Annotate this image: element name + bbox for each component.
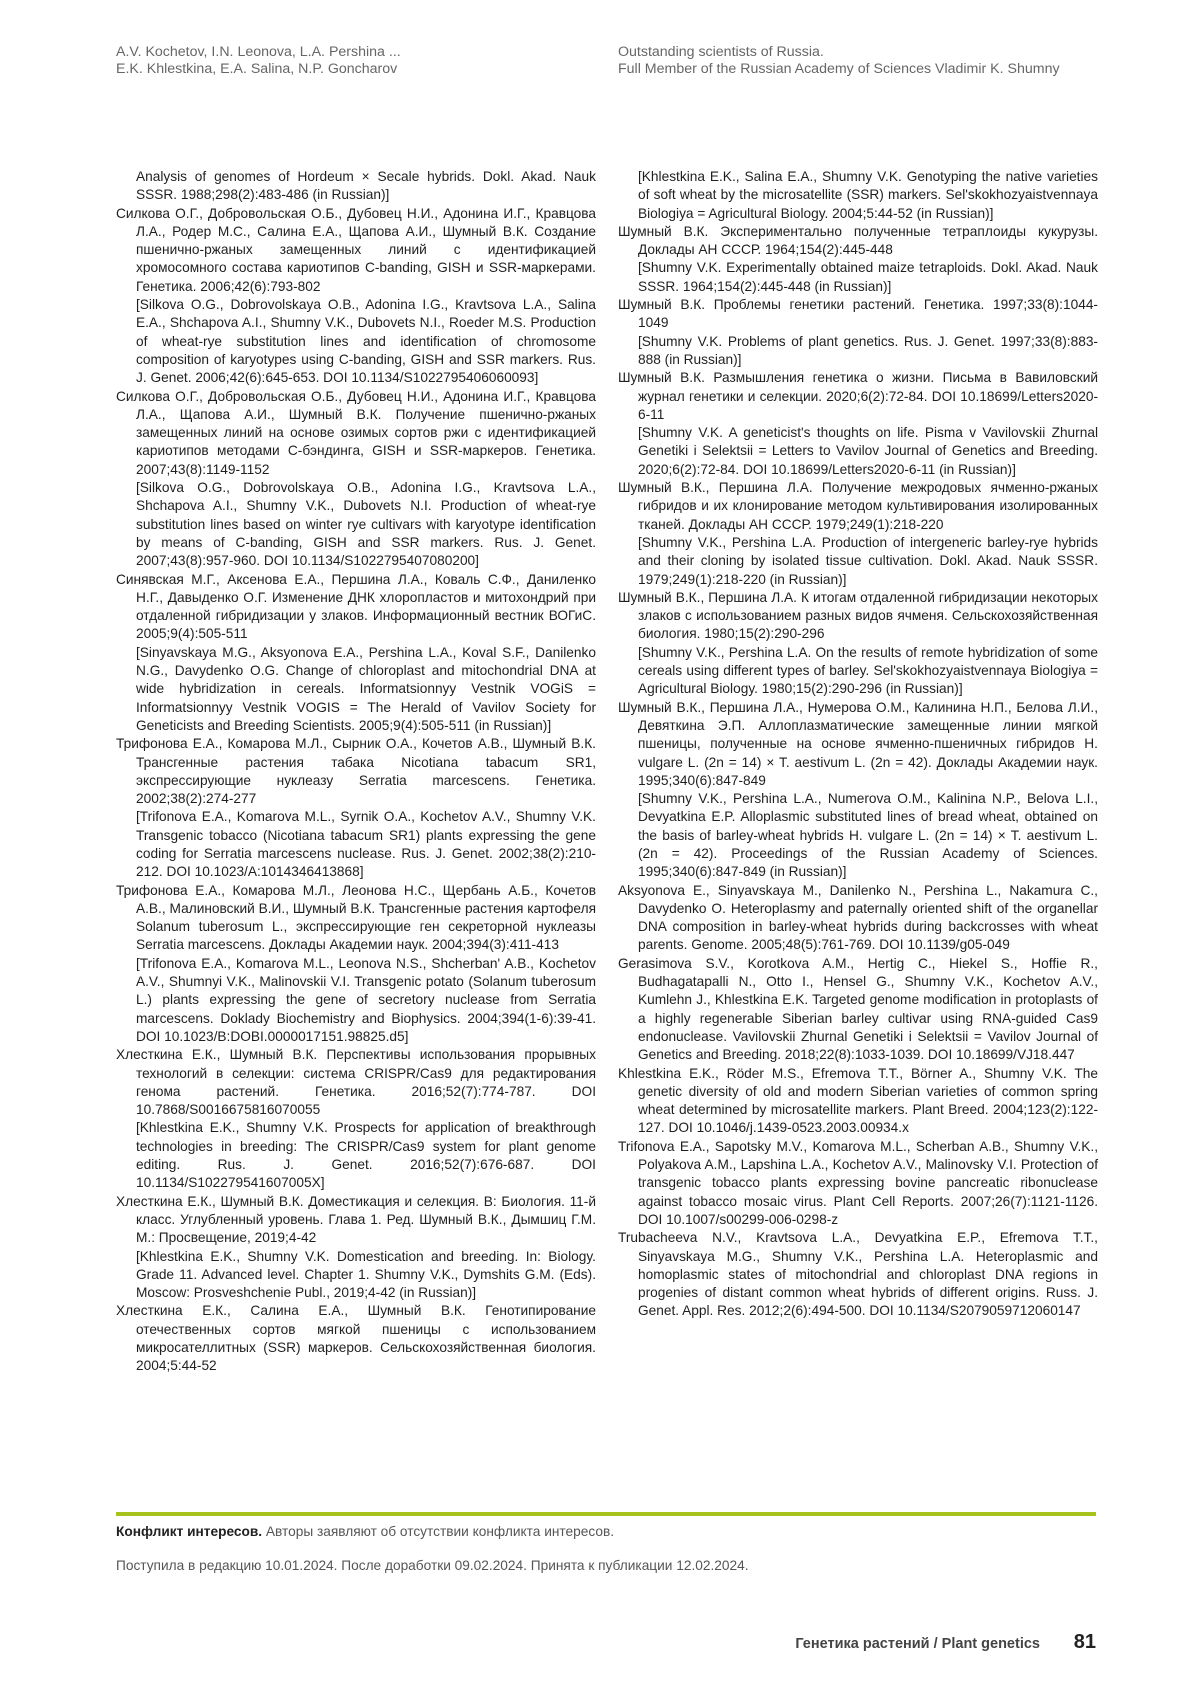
reference-translation: Analysis of genomes of Hordeum × Secale hybrids. Dokl. Akad. Nauk SSSR. 1988;298(2):483-486 (in Russian)] bbox=[136, 169, 596, 203]
running-header-title bbox=[618, 44, 1060, 78]
reference-entry bbox=[116, 388, 596, 571]
header-title-line2: Full Member of the Russian Academy of Sciences Vladimir K. Shumny bbox=[618, 61, 1060, 77]
footer-divider bbox=[116, 1512, 1096, 1516]
reference-translation: [Sinyavskaya M.G., Aksyonova E.A., Pershina L.A., Koval S.F., Danilenko N.G., Davydenko O.G. Change of chloroplast and mitochondrial DNA at wide hybridization in cereals. Informatsionnyy Vestnik VOGiS = Informatsionnyy Vestnik VOGIS = The Herald of Vavilov Society for Geneticists and Breeding Scientists. 2005;9(4):505-511 (in Russian)] bbox=[136, 644, 596, 733]
reference-entry bbox=[618, 1065, 1098, 1138]
conflict-label: Конфликт интересов. bbox=[116, 1524, 263, 1539]
reference-translation: [Silkova O.G., Dobrovolskaya O.B., Adonina I.G., Kravtsova L.A., Shchapova A.I., Shumny V.K., Dubovets N.I. Production of wheat-rye substitution lines based on winter rye cultivars with karyotype identification by means of C-banding, GISH and SSR markers. Rus. J. Genet. 2007;43(8):957-960. DOI 10.1134/S1022795407080200] bbox=[136, 480, 596, 569]
reference-translation: [Trifonova E.A., Komarova M.L., Syrnik O.A., Kochetov A.V., Shumny V.K. Transgenic tobacco (Nicotiana tabacum SR1) plants expressing the gene coding for Serratia marcescens nuclease. Rus. J. Genet. 2002;38(2):210-212. DOI 10.1023/A:1014346413868] bbox=[136, 809, 596, 880]
reference-original: Трифонова Е.А., Комарова М.Л., Сырник О.А., Кочетов А.В., Шумный В.К. Трансгенные растения табака Nicotiana tabacum SR1, экспрессирующие нуклеазу Serratia marcescens. Генетика. 2002;38(2):274-277 bbox=[116, 736, 596, 807]
reference-entry bbox=[116, 1046, 596, 1192]
reference-translation: [Shumny V.K. A geneticist's thoughts on life. Pisma v Vavilovskii Zhurnal Genetiki i Selektsii = Letters to Vavilov Journal of Genetics and Breeding. 2020;6(2):72-84. DOI 10.18699/Letters2020-6-11 (in Russian)] bbox=[638, 425, 1098, 477]
conflict-of-interest bbox=[116, 1524, 614, 1539]
reference-original: Trubacheeva N.V., Kravtsova L.A., Devyatkina E.P., Efremova T.T., Sinyavskaya M.G., Shumny V.K., Pershina L.A. Heteroplasmic and homoplasmic states of mitochondrial and chloroplast DNA regions in progenies of distant common wheat hybrids of different origins. Russ. J. Genet. Appl. Res. 2012;2(6):494-500. DOI 10.1134/S2079059712060147 bbox=[618, 1230, 1098, 1319]
reference-translation: [Shumny V.K., Pershina L.A., Numerova O.M., Kalinina N.P., Belova L.I., Devyatkina E.P. Alloplasmic substituted lines of bread wheat, obtained on the basis of barley-wheat hybrids H. vulgare L. (2n = 14) × T. aestivum L. (2n = 42). Proceedings of the Russian Academy of Sciences. 1995;340(6):847-849 (in Russian)] bbox=[638, 791, 1098, 880]
reference-entry bbox=[116, 571, 596, 736]
reference-entry bbox=[618, 589, 1098, 699]
reference-original: Gerasimova S.V., Korotkova A.M., Hertig C., Hiekel S., Hoffie R., Budhagatapalli N., Otto I., Hensel G., Shumny V.K., Kochetov A.V., Kumlehn J., Khlestkina E.K. Targeted genome modification in protoplasts of a highly regenerable Siberian barley cultivar using RNA-guided Cas9 endonuclease. Vavilovskii Zhurnal Genetiki i Selektsii = Vavilov Journal of Genetics and Breeding. 2018;22(8):1033-1039. DOI 10.18699/VJ18.447 bbox=[618, 955, 1098, 1063]
reference-entry bbox=[618, 1138, 1098, 1229]
reference-original: Хлесткина Е.К., Салина Е.А., Шумный В.К. Генотипирование отечественных сортов мягкой пшеницы с использованием микросателлитных (SSR) маркеров. Сельскохозяйственная биология. 2004;5:44-52 bbox=[116, 1303, 596, 1374]
reference-translation: [Khlestkina E.K., Salina E.A., Shumny V.K. Genotyping the native varieties of soft wheat by the microsatellite (SSR) markers. Sel'skokhozyaistvennaya Biologiya = Agricultural Biology. 2004;5:44-52 (in Russian)] bbox=[638, 169, 1098, 221]
header-authors-line1: A.V. Kochetov, I.N. Leonova, L.A. Pershina ... bbox=[116, 44, 401, 60]
reference-original: Трифонова Е.А., Комарова М.Л., Леонова Н.С., Щербань А.Б., Кочетов А.В., Малиновский В.И., Шумный В.К. Трансгенные растения картофеля Solanum tuberosum L., экспрессирующие ген секреторной нуклеазы Serratia marcescens. Доклады Академии наук. 2004;394(3):411-413 bbox=[116, 882, 596, 953]
reference-translation: [Shumny V.K., Pershina L.A. Production of intergeneric barley-rye hybrids and their cloning by isolated tissue cultivation. Dokl. Akad. Nauk SSSR. 1979;249(1):218-220 (in Russian)] bbox=[638, 534, 1098, 587]
reference-entry bbox=[116, 168, 596, 205]
received-dates: Поступила в редакцию 10.01.2024. После доработки 09.02.2024. Принята к публикации 12.02.2024. bbox=[116, 1558, 749, 1573]
conflict-text: Авторы заявляют об отсутствии конфликта интересов. bbox=[262, 1524, 615, 1539]
reference-entry bbox=[116, 735, 596, 881]
reference-original: Шумный В.К., Першина Л.А. Получение межродовых ячменно-ржаных гибридов и их клонирование методом культивирования изолированных тканей. Доклады АН СССР. 1979;249(1):218-220 bbox=[618, 480, 1098, 532]
reference-entry bbox=[618, 699, 1098, 882]
reference-original: Шумный В.К., Першина Л.А., Нумерова О.М., Калинина Н.П., Белова Л.И., Девяткина Э.П. Аллоплазматические замещенные линии мягкой пшеницы, полученные на основе ячменно-пшеничных гибридов H. vulgare L. (2n = 14) × T. aestivum L. (2n = 42). Доклады Академии наук. 1995;340(6):847-849 bbox=[618, 699, 1098, 788]
reference-translation: [Trifonova E.A., Komarova M.L., Leonova N.S., Shcherban' A.B., Kochetov A.V., Shumnyi V.K., Malinovskii V.I. Transgenic potato (Solanum tuberosum L.) plants expressing the gene of secretory nuclease from Serratia marcescens. Doklady Biochemistry and Biophysics. 2004;394(1-6):39-41. DOI 10.1023/B:DOBI.0000017151.98825.d5] bbox=[136, 955, 596, 1044]
reference-entry bbox=[116, 1193, 596, 1303]
reference-original: Синявская М.Г., Аксенова Е.А., Першина Л.А., Коваль С.Ф., Даниленко Н.Г., Давыденко О.Г. Изменение ДНК хлоропластов и митохондрий при отдаленной гибридизации у злаков. Информационный вестник ВОГиС. 2005;9(4):505-511 bbox=[116, 571, 596, 642]
running-header-authors bbox=[116, 44, 401, 78]
page-number: 81 bbox=[1073, 1631, 1096, 1653]
reference-entry bbox=[618, 1229, 1098, 1320]
reference-original: Khlestkina E.K., Röder M.S., Efremova T.T., Börner A., Shumny V.K. The genetic diversity of old and modern Siberian varieties of common spring wheat determined by microsatellite markers. Plant Breed. 2004;123(2):122-127. DOI 10.1046/j.1439-0523.2003.00934.x bbox=[618, 1065, 1098, 1136]
reference-translation: [Shumny V.K. Problems of plant genetics. Rus. J. Genet. 1997;33(8):883-888 (in Russian)] bbox=[638, 333, 1098, 367]
reference-translation: [Shumny V.K., Pershina L.A. On the results of remote hybridization of some cereals using different types of barley. Sel'skokhozyaistvennaya Biologiya = Agricultural Biology. 1980;15(2):290-296 (in Russian)] bbox=[638, 644, 1098, 697]
reference-entry bbox=[116, 205, 596, 388]
reference-translation: [Khlestkina E.K., Shumny V.K. Domestication and breeding. In: Biology. Grade 11. Advanced level. Chapter 1. Shumny V.K., Dymshits G.M. (Eds). Moscow: Prosveshchenie Publ., 2019;4-42 (in Russian)] bbox=[136, 1248, 596, 1301]
reference-entry bbox=[618, 369, 1098, 479]
reference-translation: [Silkova O.G., Dobrovolskaya O.B., Adonina I.G., Kravtsova L.A., Salina E.A., Shchapova A.I., Shumny V.K., Dubovets N.I., Roeder M.S. Production of wheat-rye substitution lines and identification of chromosome composition of karyotypes using C-banding, GISH and SSR markers. Rus. J. Genet. 2006;42(6):645-653. DOI 10.1134/S1022795406060093] bbox=[136, 297, 596, 386]
reference-original: Силкова О.Г., Добровольская О.Б., Дубовец Н.И., Адонина И.Г., Кравцова Л.А., Родер М.С., Салина Е.А., Щапова А.И., Шумный В.К. Создание пшенично-ржаных замещенных линий с идентификацией хромосомного состава кариотипов C-banding, GISH и SSR-маркерами. Генетика. 2006;42(6):793-802 bbox=[116, 205, 596, 294]
reference-translation: [Shumny V.K. Experimentally obtained maize tetraploids. Dokl. Akad. Nauk SSSR. 1964;154(2):445-448 (in Russian)] bbox=[638, 260, 1098, 294]
reference-original: Хлесткина Е.К., Шумный В.К. Перспективы использования прорывных технологий в селекции: система CRISPR/Cas9 для редактирования генома растений. Генетика. 2016;52(7):774-787. DOI 10.7868/S0016675816070055 bbox=[116, 1047, 596, 1118]
reference-original: Шумный В.К., Першина Л.А. К итогам отдаленной гибридизации некоторых злаков с использованием разных видов ячменя. Сельскохозяйственная биология. 1980;15(2):290-296 bbox=[618, 589, 1098, 642]
references-left-column bbox=[116, 168, 596, 1376]
reference-original: Силкова О.Г., Добровольская О.Б., Дубовец Н.И., Адонина И.Г., Кравцова Л.А., Щапова А.И., Шумный В.К. Получение пшенично-ржаных замещенных линий на основе озимых сортов ржи с идентификацией кариотипов методами С-бэндинга, GISH и SSR-маркеров. Генетика. 2007;43(8):1149-1152 bbox=[116, 388, 596, 477]
journal-section: Генетика растений / Plant genetics bbox=[795, 1636, 1040, 1652]
reference-entry bbox=[618, 223, 1098, 296]
reference-original: Шумный В.К. Экспериментально полученные тетраплоиды кукурузы. Доклады АН СССР. 1964;154(2):445-448 bbox=[618, 223, 1098, 258]
reference-entry bbox=[618, 882, 1098, 955]
reference-entry bbox=[116, 882, 596, 1047]
reference-entry bbox=[618, 955, 1098, 1065]
reference-original: Шумный В.К. Размышления генетика о жизни. Письма в Вавиловский журнал генетики и селекции. 2020;6(2):72-84. DOI 10.18699/Letters2020-6-11 bbox=[618, 370, 1098, 422]
reference-original: Aksyonova E., Sinyavskaya M., Danilenko N., Pershina L., Nakamura C., Davydenko O. Heteroplasmy and paternally oriented shift of the organellar DNA composition in barley-wheat hybrids during backcrosses with wheat parents. Genome. 2005;48(5):761-769. DOI 10.1139/g05-049 bbox=[618, 882, 1098, 953]
header-authors-line2: E.K. Khlestkina, E.A. Salina, N.P. Goncharov bbox=[116, 61, 398, 77]
header-title-line1: Outstanding scientists of Russia. bbox=[618, 44, 824, 60]
reference-original: Trifonova E.A., Sapotsky M.V., Komarova M.L., Scherban A.B., Shumny V.K., Polyakova A.M., Lapshina L.A., Kochetov A.V., Malinovsky V.I. Protection of transgenic tobacco plants expressing bovine pancreatic ribonuclease against tobacco mosaic virus. Plant Cell Reports. 2007;26(7):1121-1126. DOI 10.1007/s00299-006-0298-z bbox=[618, 1138, 1098, 1227]
references-right-column bbox=[618, 168, 1098, 1321]
reference-entry bbox=[618, 296, 1098, 369]
reference-original: Хлесткина Е.К., Шумный В.К. Доместикация и селекция. В: Биология. 11-й класс. Углубленный уровень. Глава 1. Ред. Шумный В.К., Дымшиц Г.М. М.: Просвещение, 2019;4-42 bbox=[116, 1193, 596, 1246]
reference-translation: [Khlestkina E.K., Shumny V.K. Prospects for application of breakthrough technologies in breeding: The CRISPR/Cas9 system for plant genome editing. Rus. J. Genet. 2016;52(7):676-687. DOI 10.1134/S102279541607005X] bbox=[136, 1120, 596, 1191]
reference-entry bbox=[116, 1302, 596, 1375]
reference-entry bbox=[618, 479, 1098, 589]
reference-entry bbox=[618, 168, 1098, 223]
reference-original: Шумный В.К. Проблемы генетики растений. Генетика. 1997;33(8):1044-1049 bbox=[618, 297, 1098, 331]
